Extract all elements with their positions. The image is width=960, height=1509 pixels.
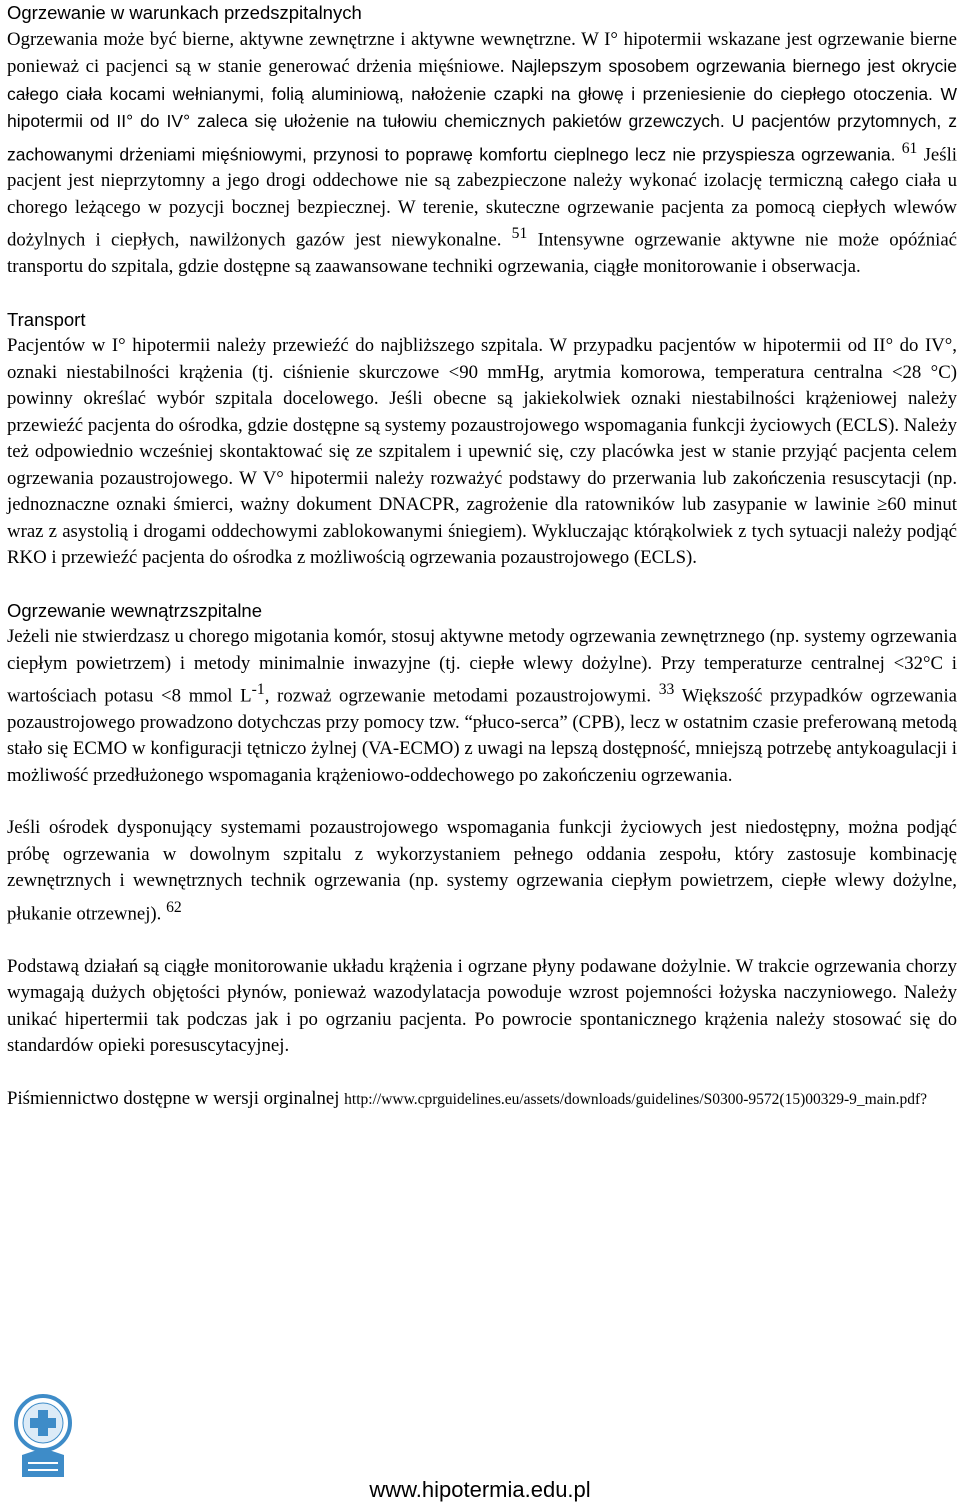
section-title-inhospital: Ogrzewanie wewnątrzszpitalne [7,599,263,621]
text-span: jednoznaczne oznaki śmierci, ważny dokument DNACPR, zagrożenie dla ratowników lub zasypanie w lawinie ≥60 minut wraz z asystolią i drogami oddechowymi zablokowanymi śniegiem). [7,494,957,542]
text-span: Najlepszym sposobem ogrzewania biernego jest okrycie całego ciała kocami wełnianymi, folią aluminiową, nałożenie czapki na głowę i przeniesienie do ciepłego otoczenia. W hipotermii od II° do IV° zaleca się ułożenie na tułowiu chemicznych pakietów grzewczych. U pacjentów przytomnych, z zachowanymi drżeniami mięśniowymi, przynosi to poprawę komfortu cieplnego lecz nie przyspiesza ogrzewania. [7,56,957,164]
text-span: Ogrzewania może być bierne, aktywne zewnętrzne i aktywne wewnętrzne. W I° hipotermii wskazane jest ogrzewanie bierne ponieważ ci pacjenci są w stanie generować drżenia mięśniowe. [7,28,957,77]
text-span: Wykluczając którąkolwiek z tych sytuacji należy podjąć RKO i przewieźć pacjenta do ośrodka z możliwością ogrzewania pozaustrojowego (ECLS). [7,520,958,569]
section-title-prehospital: Ogrzewanie w warunkach przedszpitalnych [7,2,362,23]
superscript: -1 [251,681,265,699]
text-span: Należy unikać hipertermii tak podczas jak i po ogrzaniu pacjenta. [7,982,957,1030]
paragraph-monitoring [7,954,957,1060]
hospital-logo [10,1393,76,1479]
text-span: Pacjentów w I° hipotermii należy przewieźć do najbliższego szpitala. [7,335,544,357]
section-title-transport: Transport [7,308,86,330]
text-span: , rozważ ogrzewanie metodami pozaustrojowymi. [264,685,652,707]
text-span: Podstawą działań są ciągłe monitorowanie układu krążenia i ogrzane płyny podawane dożylnie. W trakcie ogrzewania chorzy wymagają dużych objętości płynów, ponieważ wazodylatacja powoduje wzrost pojemności łożyska naczyniowego. [7,955,957,1004]
footer-url: www.hipotermia.edu.pl [369,1477,591,1502]
citation-ref: 51 [511,225,528,243]
paragraph-alternative-rewarming [7,815,957,927]
references-note [7,1086,957,1114]
text-span: Przy temperaturze centralnej <32°C i wartościach potasu <8 mmol L [7,652,957,707]
paragraph-transport [7,333,957,572]
text-span: Jeśli ośrodek dysponujący systemami pozaustrojowego wspomagania funkcji życiowych jest niedostępny, można podjąć próbę ogrzewania w dowolnym szpitalu z wykorzystaniem pełnego oddania zespołu, który zastosuje kombinację zewnętrznych i wewnętrznych technik ogrzewania (np. systemy ogrzewania ciepłym powietrzem, ciepłe wlewy dożylne, płukanie otrzewnej). [7,817,957,925]
text-span: Piśmiennictwo dostępne w wersji orginalnej [7,1087,340,1109]
text-span: Jeśli obecne są jakiekolwiek oznaki niestabilności krążeniowej należy przewieźć pacjenta do ośrodka, gdzie dostępne są systemy pozaustrojowego wspomagania funkcji życiowych (ECLS). Należy też odpowiednio wcześniej skontaktować się ze szpitalem i upewnić się, czy placówka jest w stanie przyjąć pacjenta celem ogrzewania pozaustrojowego. [7,388,957,489]
text-span: Po powrocie spontanicznego krążenia należy stosować się do standardów opieki poresuscytacyjnej. [7,1008,957,1057]
citation-ref: 61 [901,139,918,157]
text-span: W V° hipotermii należy rozważyć podstawy do przerwania lub zakończenia resuscytacji (np. [239,467,958,489]
references-link[interactable]: http://www.cprguidelines.eu/assets/downloads/guidelines/S0300-9572(15)00329-9_main.pdf? [344,1090,928,1108]
citation-ref: 62 [166,898,182,916]
paragraph-prehospital [7,27,957,281]
citation-ref: 33 [658,681,675,699]
text-span: Jeśli pacjent jest nieprzytomny a jego drogi oddechowe nie są zabezpieczone należy wykonać izolację termiczną całego ciała u chorego leżącego w pozycji bocznej bezpiecznej. W terenie, skuteczne ogrzewanie pacjenta za pomocą ciepłych wlewów dożylnych i ciepłych, nawilżonych gazów jest niewykonalne. [7,143,958,251]
text-span: Jeżeli nie stwierdzasz u chorego migotania komór, stosuj aktywne metody ogrzewania zewnętrznego (np. systemy ogrzewania ciepłym powietrzem) i metody minimalnie inwazyjne (tj. ciepłe wlewy dożylne). [7,626,957,674]
document-page [7,0,957,1113]
text-span: Intensywne ogrzewanie aktywne nie może opóźniać transportu do szpitala, gdzie dostępne są zaawansowane techniki ogrzewania, ciągłe monitorowanie i obserwacja. [7,229,958,278]
text-span: W przypadku pacjentów w hipotermii od II° do IV°, oznaki niestabilności krążenia (tj. [7,335,957,383]
paragraph-inhospital [7,624,957,789]
text-span: ciśnienie skurczowe <90 mmHg, arytmia komorowa, temperatura centralna <28 °C) powinny określać wybór szpitala docelowego. [7,361,957,410]
text-span: Większość przypadków ogrzewania pozaustrojowego prowadzono dotychczas przy pomocy tzw. “płuco-serca” (CPB), lecz w ostatnim czasie preferowaną metodą stało się ECMO w konfiguracji tętniczo żylnej (VA-ECMO) z uwagi na lepszą dostępność, mniejszą potrzebę antykoagulacji i możliwość przedłużonego wspomagania krążeniowo-oddechowego po zakończeniu ogrzewania. [7,685,957,786]
